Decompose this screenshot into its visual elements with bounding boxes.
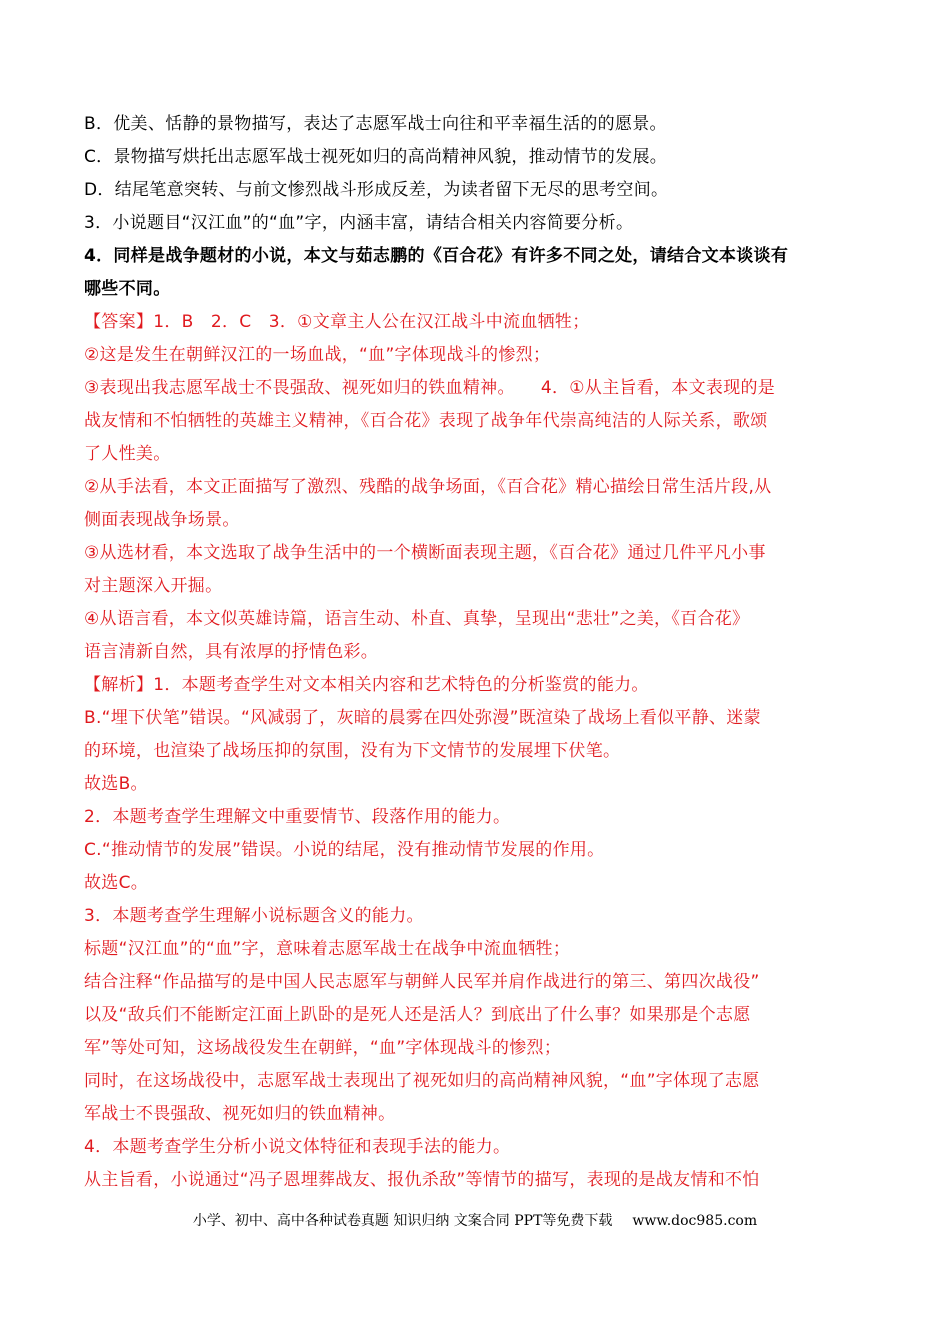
answer-line: 【答案】1．B 2．C 3．①文章主人公在汉江战斗中流血牺牲； [84,312,590,332]
answer-line: ②这是发生在朝鲜汉江的一场血战，“血”字体现战斗的惨烈； [84,345,551,365]
answer-line: ③从选材看，本文选取了战争生活中的一个横断面表现主题，《百合花》通过几件平凡小事 [84,543,766,563]
analysis-line: 军”等处可知，这场战役发生在朝鲜，“血”字体现战斗的惨烈； [84,1038,562,1058]
analysis-line: 以及“敌兵们不能断定江面上趴卧的是死人还是活人？到底出了什么事？如果那是个志愿 [84,1005,751,1025]
analysis-line: 标题“汉江血”的“血”字，意味着志愿军战士在战争中流血牺牲； [84,939,571,959]
question-4-line: 4．同样是战争题材的小说，本文与茹志鹏的《百合花》有许多不同之处，请结合文本谈谈有 [84,246,789,266]
analysis-line: 3．本题考查学生理解小说标题含义的能力。 [84,906,424,926]
analysis-line: 的环境，也渲染了战场压抑的氛围，没有为下文情节的发展埋下伏笔。 [84,741,621,761]
analysis-block [84,669,874,1197]
analysis-line: 【解析】1．本题考查学生对文本相关内容和艺术特色的分析鉴赏的能力。 [84,675,649,695]
analysis-line: 从主旨看，小说通过“冯子恩埋葬战友、报仇杀敌”等情节的描写，表现的是战友情和不怕 [84,1170,760,1190]
question-4 [84,240,874,306]
answer-line: 语言清新自然，具有浓厚的抒情色彩。 [84,642,379,662]
answer-block [84,306,874,669]
question-line: B．优美、恬静的景物描写，表达了志愿军战士向往和平幸福生活的的愿景。 [84,114,667,134]
analysis-line: 故选B。 [84,774,148,794]
answer-line: ②从手法看，本文正面描写了激烈、残酷的战争场面，《百合花》精心描绘日常生活片段,从 [84,477,772,497]
footer-text: 小学、初中、高中各种试卷真题 知识归纳 文案合同 PPT等免费下载 [192,1213,613,1229]
answer-line: 侧面表现战争场景。 [84,510,240,530]
analysis-line: 军战士不畏强敌、视死如归的铁血精神。 [84,1104,396,1124]
question-line: D．结尾笔意突转、与前文惨烈战斗形成反差，为读者留下无尽的思考空间。 [84,180,669,200]
answer-line: ④从语言看，本文似英雄诗篇，语言生动、朴直、真挚，呈现出“悲壮”之美，《百合花》 [84,609,750,629]
question-options [84,108,874,240]
document-body [84,108,874,1197]
question-line: 3．小说题目“汉江血”的“血”字，内涵丰富，请结合相关内容简要分析。 [84,213,634,233]
analysis-line: 结合注释“作品描写的是中国人民志愿军与朝鲜人民军并肩作战进行的第三、第四次战役” [84,972,760,992]
answer-line: 对主题深入开掘。 [84,576,223,596]
footer-url[interactable]: www.doc985.com [632,1213,758,1229]
analysis-line: 2．本题考查学生理解文中重要情节、段落作用的能力。 [84,807,511,827]
answer-line: 了人性美。 [84,444,171,464]
question-4-line: 哪些不同。 [84,279,171,299]
analysis-line: 4．本题考查学生分析小说文体特征和表现手法的能力。 [84,1137,511,1157]
analysis-line: C.“推动情节的发展”错误。小说的结尾，没有推动情节发展的作用。 [84,840,605,860]
answer-line: ③表现出我志愿军战士不畏强敌、视死如归的铁血精神。 4．①从主旨看，本文表现的是 [84,378,776,398]
analysis-line: 故选C。 [84,873,149,893]
analysis-line: 同时，在这场战役中，志愿军战士表现出了视死如归的高尚精神风貌，“血”字体现了志愿 [84,1071,760,1091]
question-line: C．景物描写烘托出志愿军战士视死如归的高尚精神风貌，推动情节的发展。 [84,147,668,167]
page-footer [0,1210,950,1230]
answer-line: 战友情和不怕牺牲的英雄主义精神，《百合花》表现了战争年代崇高纯洁的人际关系，歌颂 [84,411,768,431]
analysis-line: B.“埋下伏笔”错误。“风减弱了，灰暗的晨雾在四处弥漫”既渲染了战场上看似平静、迷蒙 [84,708,761,728]
